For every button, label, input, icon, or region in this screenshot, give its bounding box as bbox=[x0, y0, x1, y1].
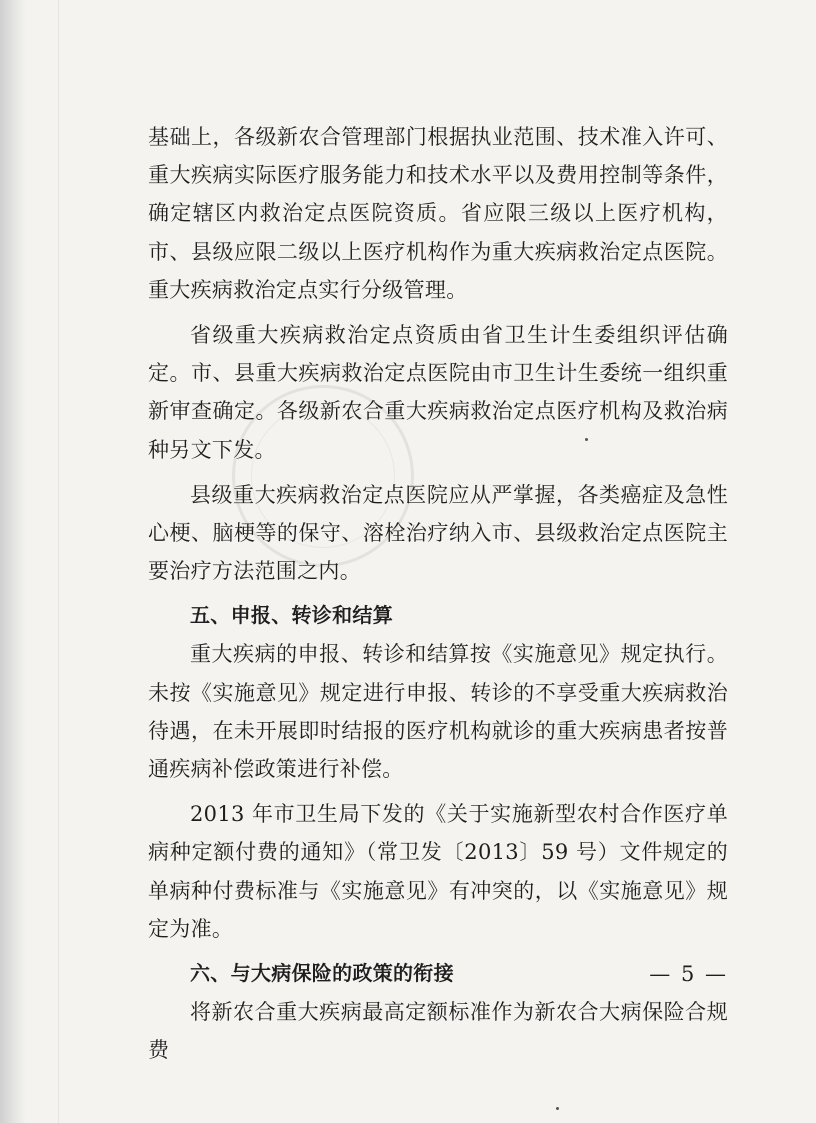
scan-page-edge bbox=[0, 0, 26, 1123]
section-heading-critical-illness-insurance: 六、与大病保险的政策的衔接 bbox=[190, 961, 454, 986]
paragraph-critical-illness-standard: 将新农合重大疾病最高定额标准作为新农合大病保险合规费 bbox=[148, 1000, 728, 1063]
paragraph-provincial-qualification: 省级重大疾病救治定点资质由省卫生计生委组织评估确定。市、县重大疾病救治定点医院由市卫生计生委统一组织重新审查确定。各级新农合重大疾病救治定点医疗机构及救治病种另文下发。 bbox=[148, 323, 728, 462]
paragraph-reporting-rules: 重大疾病的申报、转诊和结算按《实施意见》规定执行。未按《实施意见》规定进行申报、转诊的不享受重大疾病救治待遇，在未开展即时结报的医疗机构就诊的重大疾病患者按普通疾病补偿政策进行补偿。 bbox=[148, 642, 728, 782]
paragraph-single-disease-payment: 2013 年市卫生局下发的《关于实施新型农村合作医疗单病种定额付费的通知》（常卫发〔2013〕59 号）文件规定的单病种付费标准与《实施意见》有冲突的，以《实施意见》规定为准。 bbox=[148, 802, 728, 941]
section-heading-reporting-referral-settlement: 五、申报、转诊和结算 bbox=[190, 603, 393, 628]
scan-speck bbox=[556, 1107, 559, 1110]
paragraph-designated-hospital-qualification: 基础上，各级新农合管理部门根据执业范围、技术准入许可、重大疾病实际医疗服务能力和技术水平以及费用控制等条件，确定辖区内救治定点医院资质。省应限三级以上医疗机构，市、县级应限二级以上医疗机构作为重大疾病救治定点医院。重大疾病救治定点实行分级管理。 bbox=[148, 125, 728, 302]
document-body bbox=[148, 118, 728, 1069]
scan-fold-line bbox=[58, 0, 59, 1123]
page-number: — 5 — bbox=[649, 962, 728, 986]
paragraph-county-hospital-scope: 县级重大疾病救治定点医院应从严掌握，各类癌症及急性心梗、脑梗等的保守、溶栓治疗纳入市、县级救治定点医院主要治疗方法范围之内。 bbox=[148, 482, 728, 584]
scan-speck bbox=[585, 438, 588, 441]
